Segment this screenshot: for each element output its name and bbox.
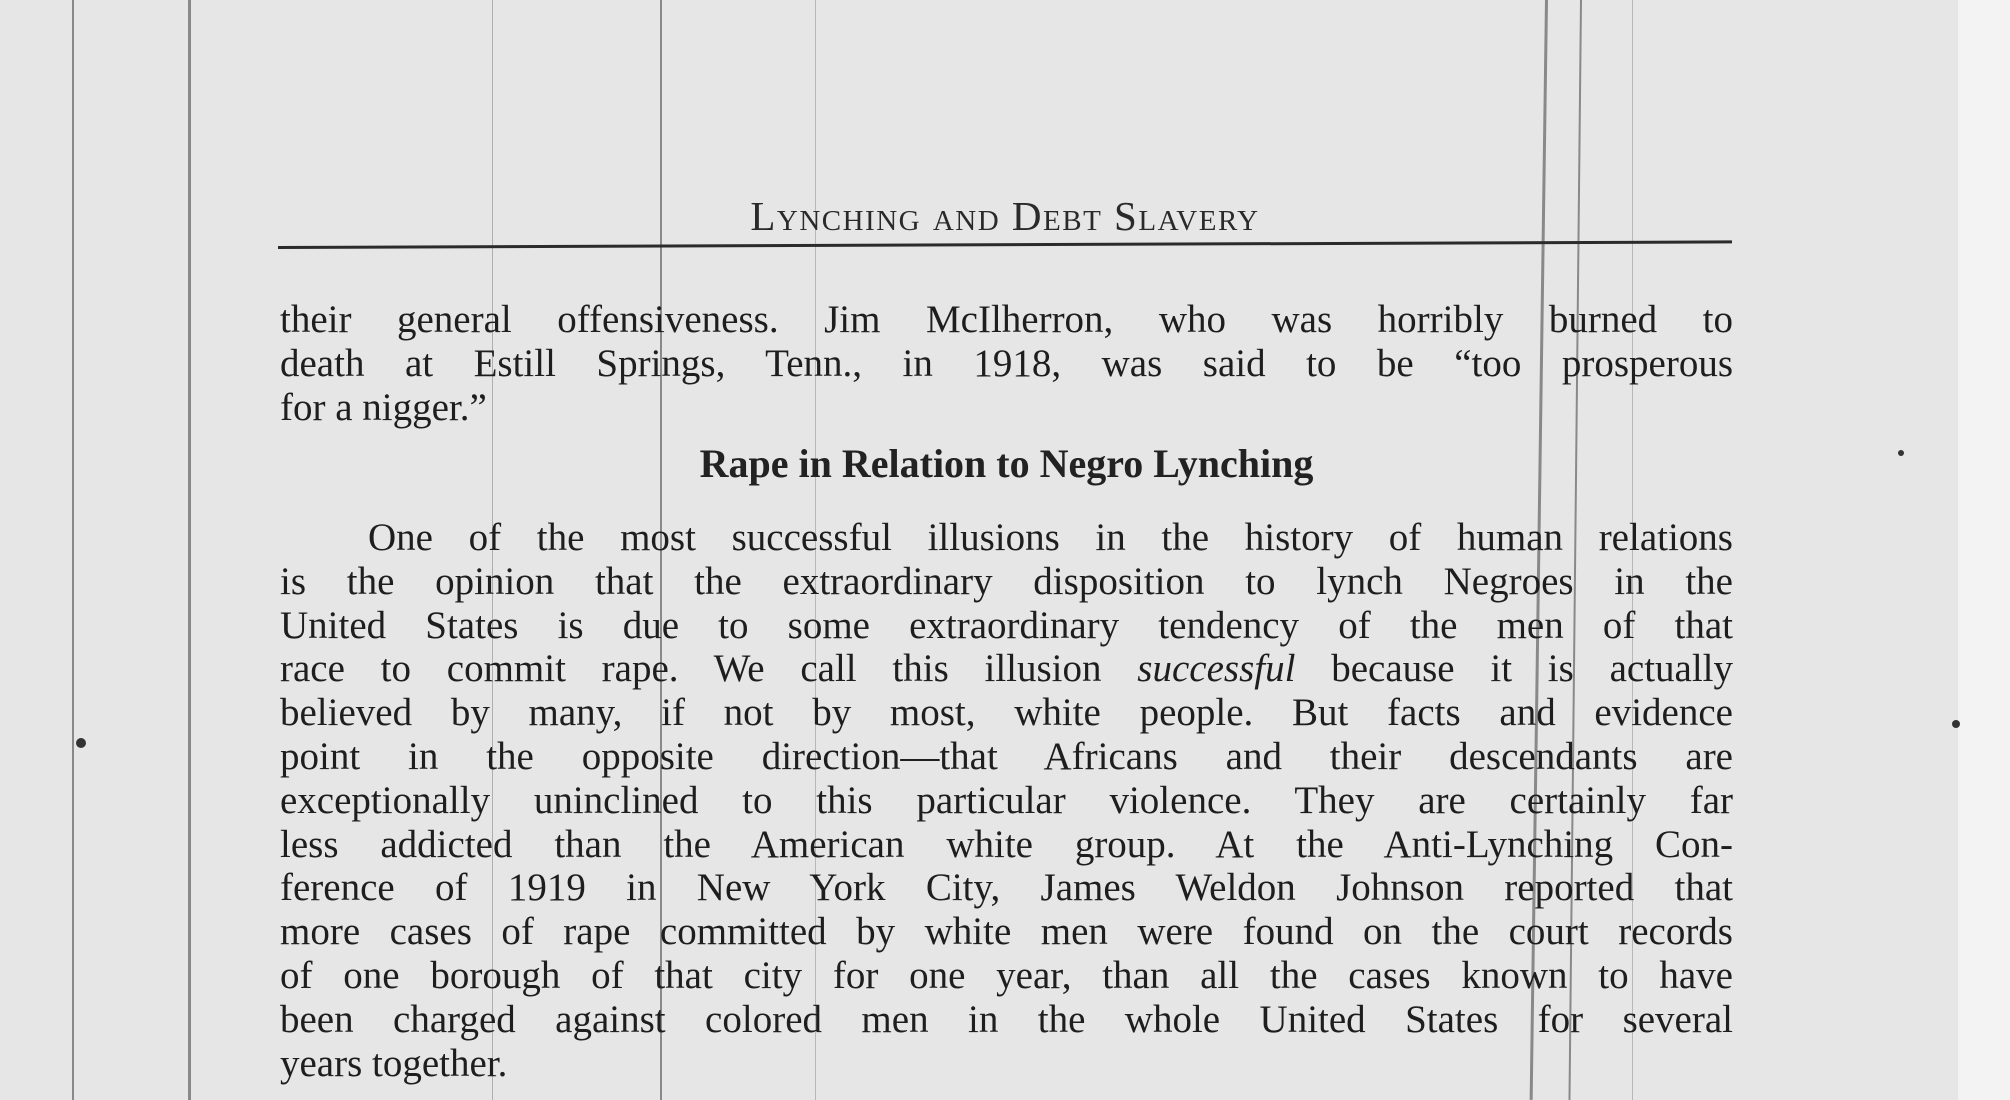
- text-line: more cases of rape committed by white men were found on the court records: [280, 910, 1733, 954]
- text-line: of one borough of that city for one year, than all the cases known to have: [280, 953, 1733, 997]
- text-line: [280, 647, 1733, 691]
- text-line: been charged against colored men in the whole United States for several: [280, 997, 1733, 1041]
- text-line: death at Estill Springs, Tenn., in 1918, was said to be “too prosperous: [280, 341, 1733, 385]
- text-line: years together.: [280, 1041, 508, 1085]
- scan-speck: [1898, 450, 1904, 456]
- text-line: exceptionally uninclined to this particular violence. They are certainly far: [280, 778, 1733, 822]
- scan-line: [188, 0, 191, 1100]
- section-subheading: Rape in Relation to Negro Lynching: [699, 441, 1314, 486]
- text-line: One of the most successful illusions in the history of human relations: [368, 516, 1733, 559]
- page-margin-strip: [1958, 0, 2010, 1100]
- paragraph-2: [280, 516, 1733, 1085]
- text-line: for a nigger.”: [280, 385, 487, 429]
- text-segment: race to commit rape. We call this illusion: [280, 647, 1102, 691]
- text-line: point in the opposite direction—that Africans and their descendants are: [280, 734, 1733, 778]
- text-line: believed by many, if not by most, white people. But facts and evidence: [280, 691, 1733, 735]
- text-line: United States is due to some extraordinary tendency of the men of that: [280, 603, 1733, 647]
- text-line: ference of 1919 in New York City, James Weldon Johnson reported that: [280, 866, 1733, 910]
- text-line: less addicted than the American white group. At the Anti-Lynching Con-: [280, 822, 1733, 866]
- text-line: their general offensiveness. Jim McIlherron, who was horribly burned to: [280, 298, 1733, 341]
- paragraph-1: [280, 298, 1733, 429]
- italic-word: successful: [1137, 647, 1296, 691]
- text-segment: because it is actually: [1331, 647, 1734, 691]
- scan-speck: [76, 738, 86, 748]
- scan-speck: [1952, 720, 1960, 728]
- running-header: Lynching and Debt Slavery: [750, 193, 1260, 239]
- text-line: is the opinion that the extraordinary disposition to lynch Negroes in the: [280, 559, 1733, 603]
- scan-line: [72, 0, 74, 1100]
